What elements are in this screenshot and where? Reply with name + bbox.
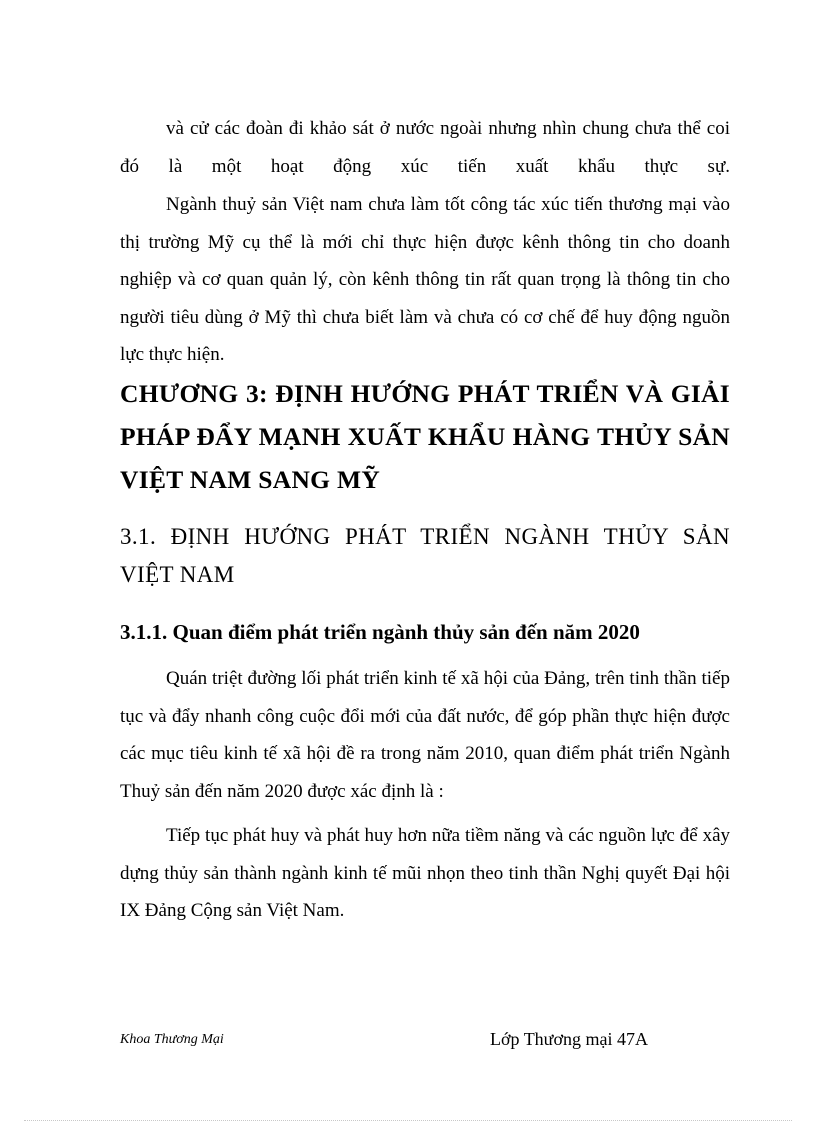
- paragraph-2: Ngành thuỷ sản Việt nam chưa làm tốt công tác xúc tiến thương mại vào thị trường Mỹ cụ thể là mới chỉ thực hiện được kênh thông tin cho doanh nghiệp và cơ quan quản lý, còn kênh thông tin rất quan trọng là thông tin cho người tiêu dùng ở Mỹ thì chưa biết làm và chưa có cơ chế để huy động nguồn lực thực hiện.: [120, 194, 730, 365]
- page-bottom-edge: [24, 1120, 792, 1121]
- chapter-title: CHƯƠNG 3: ĐỊNH HƯỚNG PHÁT TRIỂN VÀ GIẢI PHÁP ĐẨY MẠNH XUẤT KHẨU HÀNG THỦY SẢN VIỆT NAM SANG MỸ: [120, 379, 730, 494]
- subsection-heading: 3.1.1. Quan điểm phát triển ngành thủy sản đến năm 2020: [120, 620, 640, 644]
- footer-class: Lớp Thương mại 47A: [490, 1029, 648, 1049]
- section-heading: 3.1. ĐỊNH HƯỚNG PHÁT TRIỂN NGÀNH THỦY SẢN VIỆT NAM: [120, 524, 730, 587]
- paragraph-3: Quán triệt đường lối phát triển kinh tế xã hội của Đảng, trên tinh thần tiếp tục và đẩy nhanh công cuộc đổi mới của đất nước, để góp phần thực hiện được các mục tiêu kinh tế xã hội đề ra trong năm 2010, quan điểm phát triển Ngành Thuỷ sản đến năm 2020 được xác định là :: [120, 668, 730, 802]
- paragraph-4: Tiếp tục phát huy và phát huy hơn nữa tiềm năng và các nguồn lực để xây dựng thủy sản thành ngành kinh tế mũi nhọn theo tinh thần Nghị quyết Đại hội IX Đảng Cộng sản Việt Nam.: [120, 825, 730, 921]
- footer-faculty: Khoa Thương Mại: [120, 1032, 224, 1047]
- paragraph-1: và cử các đoàn đi khảo sát ở nước ngoài nhưng nhìn chung chưa thể coi đó là một hoạt động xúc tiến xuất khẩu thực sự.: [120, 118, 730, 177]
